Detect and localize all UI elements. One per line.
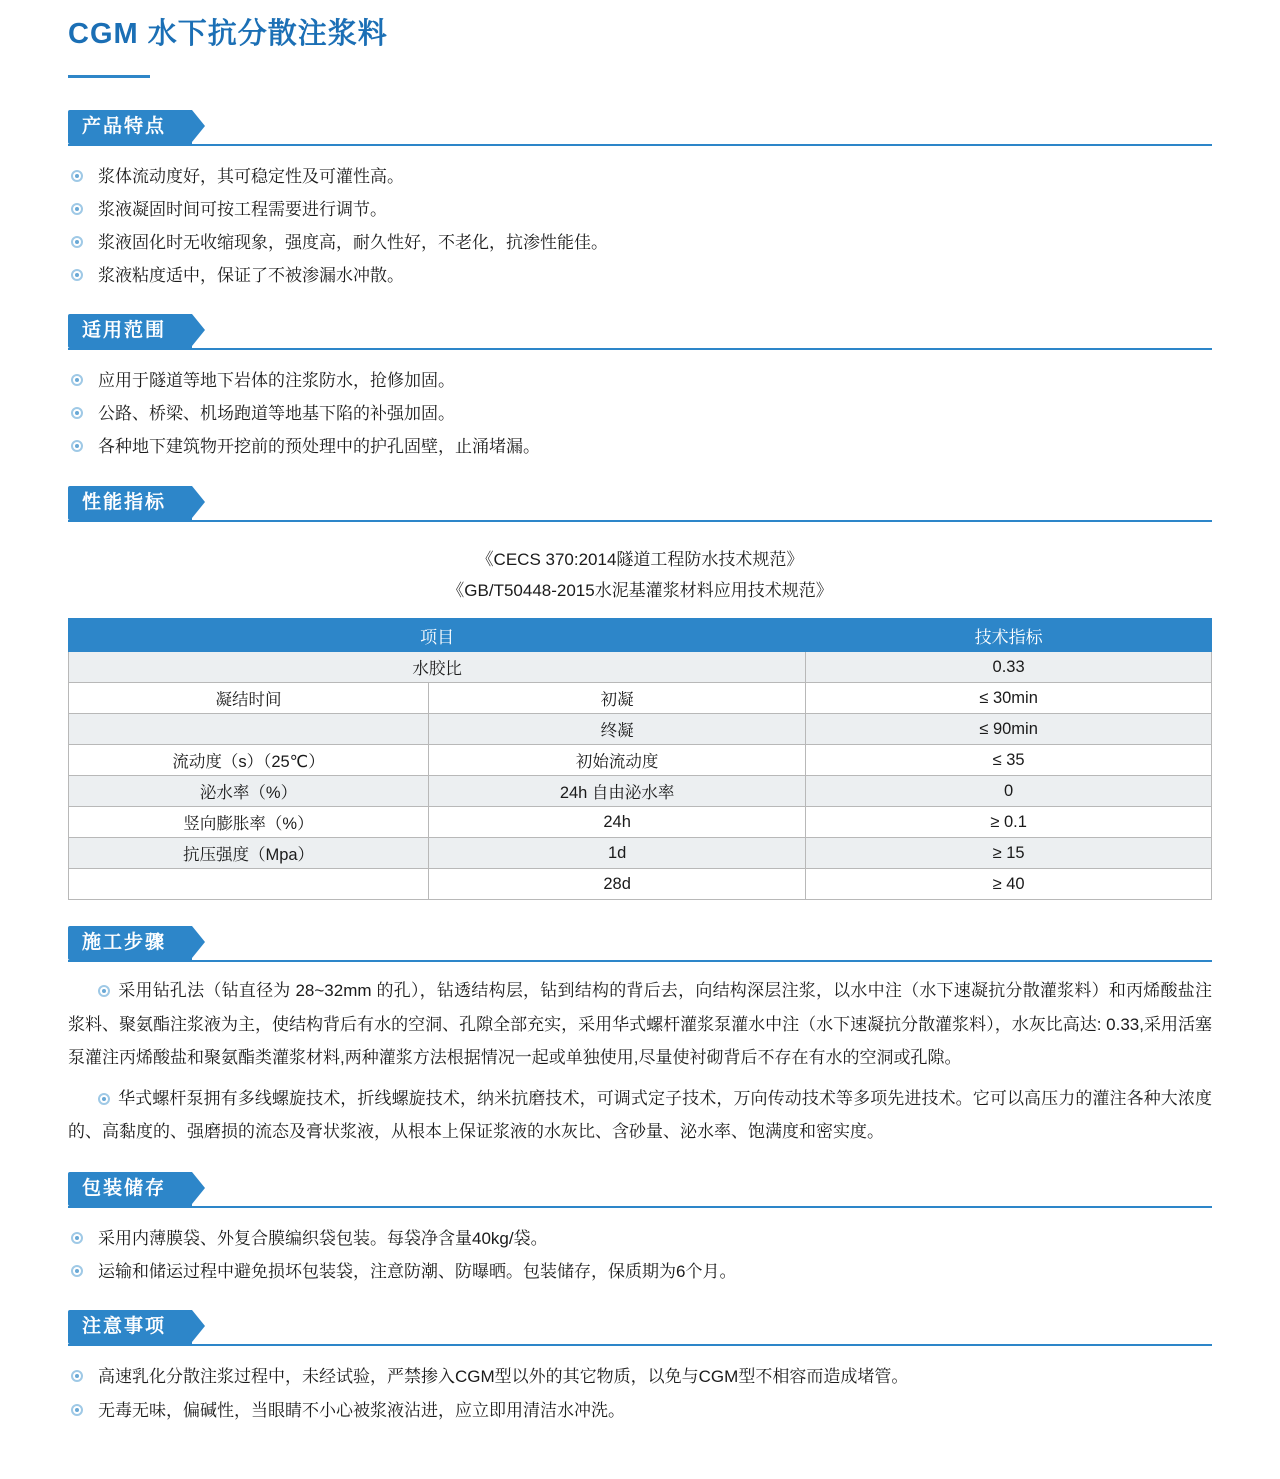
section-performance: [68, 486, 1212, 901]
list-item: [68, 1360, 1212, 1393]
features-list: [68, 160, 1212, 293]
bullet-icon: [71, 1232, 83, 1244]
table-cell-item: 泌水率（%）: [69, 776, 429, 807]
bullet-icon: [71, 374, 83, 386]
list-item: [68, 1222, 1212, 1255]
table-cell-item: 竖向膨胀率（%）: [69, 807, 429, 838]
table-cell-value: ≥ 15: [806, 838, 1212, 869]
list-item: [68, 259, 1212, 292]
section-title-packaging: 包装储存: [68, 1172, 192, 1206]
standard-reference: 《GB/T50448-2015水泥基灌浆材料应用技术规范》: [447, 581, 833, 601]
bullet-icon: [71, 1370, 83, 1382]
table-cell-sub: 终凝: [429, 714, 806, 745]
bullet-icon: [71, 1404, 83, 1416]
list-item: [68, 1255, 1212, 1288]
list-item-text: 高速乳化分散注浆过程中，未经试验，严禁掺入CGM型以外的其它物质，以免与CGM型不相容而造成堵管。: [98, 1367, 909, 1387]
list-item-text: 应用于隧道等地下岩体的注浆防水，抢修加固。: [98, 371, 455, 391]
section-header: [68, 926, 1212, 966]
section-title-notes: 注意事项: [68, 1310, 192, 1344]
section-title-features: 产品特点: [68, 110, 192, 144]
list-item: [68, 226, 1212, 259]
performance-table: [68, 618, 1212, 900]
table-cell-value: 0.33: [806, 652, 1212, 683]
title-underline: [68, 75, 150, 78]
table-cell-value: ≤ 30min: [806, 683, 1212, 714]
section-packaging: [68, 1172, 1212, 1288]
packaging-list: [68, 1222, 1212, 1288]
list-item: [68, 430, 1212, 463]
scope-list: [68, 364, 1212, 463]
bullet-icon: [71, 1265, 83, 1277]
section-features: [68, 110, 1212, 293]
section-header: [68, 1310, 1212, 1350]
notes-list: [68, 1360, 1212, 1426]
section-header: [68, 486, 1212, 526]
table-row: [69, 776, 1212, 807]
table-cell-item: [69, 869, 429, 900]
section-rule: [68, 520, 1212, 522]
table-cell-sub: 初始流动度: [429, 745, 806, 776]
table-row: [69, 714, 1212, 745]
standards-block: [68, 544, 1212, 607]
list-item-text: 采用内薄膜袋、外复合膜编织袋包装。每袋净含量40kg/袋。: [98, 1229, 548, 1249]
table-cell-value: ≤ 35: [806, 745, 1212, 776]
table-row: [69, 838, 1212, 869]
paragraph: [68, 974, 1212, 1073]
table-header-cell: 项目: [69, 619, 806, 652]
table-header-row: [69, 619, 1212, 652]
standard-reference: 《CECS 370:2014隧道工程防水技术规范》: [476, 549, 804, 569]
paragraph-text: 采用钻孔法（钻直径为 28~32mm 的孔），钻透结构层，钻到结构的背后去，向结构深层注浆，以水中注（水下速凝抗分散灌浆料）和丙烯酸盐注浆料、聚氨酯注浆液为主，使结构背后有水的空洞、孔隙全部充实，采用华式螺杆灌浆泵灌水中注（水下速凝抗分散灌浆料），水灰比高达: 0.33,采用活塞泵灌注丙烯酸盐和聚氨酯类灌浆材料,两种灌浆方法根据情况一起或单独使用,尽量使衬砌背后不存在有水的空洞或孔隙。: [68, 981, 1212, 1067]
list-item-text: 各种地下建筑物开挖前的预处理中的护孔固壁，止涌堵漏。: [98, 437, 540, 457]
section-steps: [68, 926, 1212, 1148]
paragraph: [68, 1082, 1212, 1148]
table-cell-sub: 24h 自由泌水率: [429, 776, 806, 807]
list-item: [68, 193, 1212, 226]
section-rule: [68, 1344, 1212, 1346]
table-cell-sub: 初凝: [429, 683, 806, 714]
bullet-icon: [71, 440, 83, 452]
table-cell-item: 凝结时间: [69, 683, 429, 714]
section-rule: [68, 348, 1212, 350]
table-cell-value: ≥ 0.1: [806, 807, 1212, 838]
bullet-icon: [71, 236, 83, 248]
table-header-cell: 技术指标: [806, 619, 1212, 652]
section-header: [68, 1172, 1212, 1212]
bullet-icon: [98, 1093, 110, 1105]
page-title: CGM 水下抗分散注浆料: [68, 18, 388, 50]
table-cell-item: 流动度（s）（25℃）: [69, 745, 429, 776]
list-item-text: 浆液固化时无收缩现象，强度高，耐久性好，不老化，抗渗性能佳。: [98, 232, 608, 252]
section-rule: [68, 144, 1212, 146]
list-item-text: 公路、桥梁、机场跑道等地基下陷的补强加固。: [98, 404, 455, 424]
list-item-text: 浆液粘度适中，保证了不被渗漏水冲散。: [98, 266, 404, 286]
bullet-icon: [71, 407, 83, 419]
table-cell-value: ≤ 90min: [806, 714, 1212, 745]
bullet-icon: [98, 985, 110, 997]
table-cell-value: ≥ 40: [806, 869, 1212, 900]
list-item-text: 无毒无味，偏碱性，当眼睛不小心被浆液沾进，应立即用清洁水冲洗。: [98, 1400, 625, 1420]
bullet-icon: [71, 170, 83, 182]
table-cell-value: 0: [806, 776, 1212, 807]
table-row: [69, 807, 1212, 838]
section-title-steps: 施工步骤: [68, 926, 192, 960]
bullet-icon: [71, 269, 83, 281]
table-cell-item: 水胶比: [69, 652, 806, 683]
table-cell-sub: 24h: [429, 807, 806, 838]
list-item-text: 浆液凝固时间可按工程需要进行调节。: [98, 199, 387, 219]
section-rule: [68, 960, 1212, 962]
list-item-text: 浆体流动度好，其可稳定性及可灌性高。: [98, 166, 404, 186]
table-row: [69, 683, 1212, 714]
section-header: [68, 314, 1212, 354]
table-row: [69, 745, 1212, 776]
list-item: [68, 364, 1212, 397]
section-notes: [68, 1310, 1212, 1426]
section-title-performance: 性能指标: [68, 486, 192, 520]
table-cell-item: [69, 714, 429, 745]
section-scope: [68, 314, 1212, 463]
section-header: [68, 110, 1212, 150]
table-row: [69, 869, 1212, 900]
table-cell-sub: 1d: [429, 838, 806, 869]
section-title-scope: 适用范围: [68, 314, 192, 348]
table-cell-sub: 28d: [429, 869, 806, 900]
table-row: [69, 652, 1212, 683]
table-cell-item: 抗压强度（Mpa）: [69, 838, 429, 869]
list-item-text: 运输和储运过程中避免损坏包装袋，注意防潮、防曝晒。包装储存，保质期为6个月。: [98, 1262, 737, 1282]
list-item: [68, 1394, 1212, 1427]
bullet-icon: [71, 203, 83, 215]
list-item: [68, 160, 1212, 193]
section-rule: [68, 1206, 1212, 1208]
paragraph-text: 华式螺杆泵拥有多线螺旋技术，折线螺旋技术，纳米抗磨技术，可调式定子技术，万向传动技术等多项先进技术。它可以高压力的灌注各种大浓度的、高黏度的、强磨损的流态及膏状浆液，从根本上保证浆液的水灰比、含砂量、泌水率、饱满度和密实度。: [68, 1088, 1212, 1142]
list-item: [68, 397, 1212, 430]
steps-paragraphs: [68, 974, 1212, 1148]
